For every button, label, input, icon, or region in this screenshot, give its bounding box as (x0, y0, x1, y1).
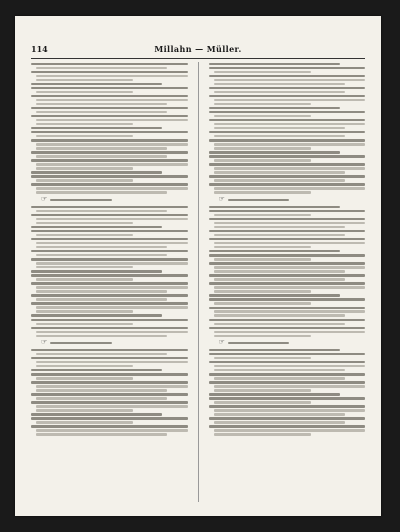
entry-text-placeholder (209, 230, 366, 232)
entry-text-placeholder (209, 107, 340, 109)
directory-entry (31, 86, 188, 94)
entry-text-placeholder (214, 323, 345, 325)
directory-entry (31, 130, 188, 138)
directory-entry (31, 417, 188, 425)
entry-text-placeholder (214, 246, 311, 248)
directory-entry (209, 74, 366, 86)
header-rule (31, 58, 365, 59)
directory-entry (209, 130, 366, 138)
entry-text-placeholder (209, 282, 366, 284)
directory-entry (31, 294, 188, 302)
entry-text-placeholder (36, 266, 133, 268)
section-marker (31, 338, 188, 348)
entry-text-placeholder (31, 87, 188, 89)
directory-entry (31, 314, 188, 318)
entry-text-placeholder (31, 238, 188, 240)
entry-text-placeholder (36, 331, 188, 333)
entry-text-placeholder (209, 425, 366, 427)
entry-text-placeholder (31, 274, 188, 276)
entry-text-placeholder (31, 151, 188, 153)
directory-entry (209, 217, 366, 229)
entry-text-placeholder (36, 262, 188, 264)
directory-entry (31, 413, 188, 417)
entry-text-placeholder (36, 377, 133, 379)
directory-entry (31, 106, 188, 114)
directory-entry (209, 118, 366, 130)
entry-text-placeholder (31, 302, 188, 304)
directory-entry (209, 155, 366, 163)
entry-text-placeholder (36, 278, 133, 280)
directory-entry (209, 393, 366, 397)
section-marker (209, 195, 366, 205)
entry-text-placeholder (209, 298, 366, 300)
entry-text-placeholder (36, 286, 188, 288)
entry-text-placeholder (36, 246, 167, 248)
directory-entry (209, 282, 366, 294)
directory-entry (209, 262, 366, 274)
entry-text-placeholder (214, 369, 345, 371)
section-marker-text-placeholder (228, 342, 290, 344)
entry-text-placeholder (31, 107, 188, 109)
entry-text-placeholder (36, 365, 133, 367)
entry-text-placeholder (209, 397, 366, 399)
directory-entry (209, 205, 366, 209)
directory-entry (209, 86, 366, 94)
entry-text-placeholder (209, 349, 340, 351)
entry-text-placeholder (31, 183, 188, 185)
entry-text-placeholder (209, 183, 366, 185)
entry-text-placeholder (214, 123, 366, 125)
entry-text-placeholder (209, 206, 340, 208)
entry-text-placeholder (36, 75, 188, 77)
directory-entry (209, 294, 366, 298)
entry-text-placeholder (36, 335, 167, 337)
directory-entry (31, 151, 188, 159)
entry-text-placeholder (209, 381, 366, 383)
entry-text-placeholder (214, 191, 311, 193)
running-header (31, 44, 365, 56)
directory-entry (31, 249, 188, 257)
entry-text-placeholder (214, 179, 345, 181)
entry-text-placeholder (31, 327, 188, 329)
entry-text-placeholder (214, 290, 311, 292)
entry-text-placeholder (36, 290, 167, 292)
directory-entry (31, 425, 188, 437)
entry-text-placeholder (36, 222, 133, 224)
entry-text-placeholder (36, 242, 188, 244)
directory-entry (31, 62, 188, 70)
entry-text-placeholder (214, 79, 366, 81)
directory-entry (31, 126, 188, 130)
directory-entry (209, 425, 366, 437)
entry-text-placeholder (214, 214, 311, 216)
entry-text-placeholder (214, 310, 366, 312)
directory-entry (31, 302, 188, 314)
entry-text-placeholder (36, 167, 133, 169)
entry-text-placeholder (209, 254, 366, 256)
column-divider (198, 62, 199, 502)
directory-entry (31, 393, 188, 401)
directory-column-left (31, 62, 188, 502)
entry-text-placeholder (36, 191, 167, 193)
directory-entry (31, 326, 188, 338)
directory-entry (209, 274, 366, 282)
directory-entry (209, 352, 366, 360)
entry-text-placeholder (36, 310, 133, 312)
entry-text-placeholder (214, 385, 366, 387)
entry-text-placeholder (36, 385, 188, 387)
entry-text-placeholder (31, 230, 188, 232)
entry-text-placeholder (214, 409, 366, 411)
directory-entry (31, 213, 188, 225)
entry-text-placeholder (214, 302, 311, 304)
entry-text-placeholder (209, 139, 366, 141)
entry-text-placeholder (214, 314, 345, 316)
entry-text-placeholder (31, 425, 188, 427)
directory-entry (31, 237, 188, 249)
entry-text-placeholder (209, 163, 366, 165)
entry-text-placeholder (214, 91, 345, 93)
entry-text-placeholder (214, 413, 345, 415)
entry-text-placeholder (209, 75, 366, 77)
directory-entry (209, 306, 366, 318)
entry-text-placeholder (36, 234, 133, 236)
entry-text-placeholder (31, 393, 188, 395)
entry-text-placeholder (214, 103, 311, 105)
pointing-hand-icon: ☞ (218, 338, 225, 347)
entry-text-placeholder (214, 365, 366, 367)
entry-text-placeholder (214, 115, 311, 117)
entry-text-placeholder (36, 429, 188, 431)
directory-entry (209, 405, 366, 417)
document-page (15, 16, 381, 516)
entry-text-placeholder (31, 319, 188, 321)
directory-entry (209, 348, 366, 352)
entry-text-placeholder (31, 417, 188, 419)
section-marker-text-placeholder (50, 199, 112, 201)
entry-text-placeholder (31, 139, 188, 141)
pointing-hand-icon: ☞ (41, 195, 48, 204)
entry-text-placeholder (36, 405, 188, 407)
entry-text-placeholder (209, 319, 366, 321)
directory-entry (31, 318, 188, 326)
directory-entry (209, 139, 366, 151)
entry-text-placeholder (209, 210, 366, 212)
entry-text-placeholder (209, 393, 340, 395)
entry-text-placeholder (31, 63, 188, 65)
directory-entry (209, 66, 366, 74)
page-title: Millahn — Müller. (154, 44, 242, 54)
entry-text-placeholder (31, 131, 188, 133)
entry-text-placeholder (31, 71, 188, 73)
entry-text-placeholder (209, 262, 366, 264)
entry-text-placeholder (209, 95, 366, 97)
entry-text-placeholder (31, 171, 162, 173)
entry-text-placeholder (214, 187, 366, 189)
entry-text-placeholder (31, 401, 188, 403)
entry-text-placeholder (214, 127, 345, 129)
directory-entry (31, 114, 188, 126)
entry-text-placeholder (36, 143, 188, 145)
directory-entry (209, 229, 366, 237)
entry-text-placeholder (209, 361, 366, 363)
directory-entry (31, 274, 188, 282)
entry-text-placeholder (209, 111, 366, 113)
directory-entry (31, 183, 188, 195)
entry-text-placeholder (214, 99, 366, 101)
entry-text-placeholder (31, 369, 162, 371)
entry-text-placeholder (214, 135, 345, 137)
entry-text-placeholder (214, 234, 345, 236)
entry-text-placeholder (209, 63, 340, 65)
entry-text-placeholder (36, 421, 133, 423)
entry-text-placeholder (31, 381, 188, 383)
entry-text-placeholder (209, 155, 366, 157)
directory-entry (31, 171, 188, 175)
entry-text-placeholder (214, 242, 366, 244)
entry-text-placeholder (209, 175, 366, 177)
entry-text-placeholder (31, 226, 162, 228)
entry-text-placeholder (31, 413, 162, 415)
entry-text-placeholder (209, 67, 366, 69)
directory-entry (209, 62, 366, 66)
entry-text-placeholder (209, 327, 366, 329)
directory-entry (31, 401, 188, 413)
entry-text-placeholder (214, 429, 366, 431)
directory-entry (209, 249, 366, 253)
entry-text-placeholder (36, 155, 167, 157)
directory-entry (209, 209, 366, 217)
entry-text-placeholder (31, 127, 162, 129)
entry-text-placeholder (214, 433, 311, 435)
directory-entry (209, 381, 366, 393)
entry-text-placeholder (36, 79, 133, 81)
entry-text-placeholder (31, 214, 188, 216)
entry-text-placeholder (36, 103, 167, 105)
directory-entry (31, 229, 188, 237)
entry-text-placeholder (31, 175, 188, 177)
entry-text-placeholder (214, 331, 366, 333)
directory-entry (31, 258, 188, 270)
entry-text-placeholder (31, 258, 188, 260)
entry-text-placeholder (214, 286, 366, 288)
entry-text-placeholder (209, 87, 366, 89)
entry-text-placeholder (209, 294, 340, 296)
entry-text-placeholder (36, 99, 188, 101)
entry-text-placeholder (214, 335, 311, 337)
directory-entry (31, 368, 188, 372)
entry-text-placeholder (36, 135, 133, 137)
directory-entry (209, 163, 366, 175)
directory-entry (31, 381, 188, 393)
directory-entry (31, 348, 188, 356)
entry-text-placeholder (36, 179, 133, 181)
entry-text-placeholder (36, 163, 188, 165)
directory-entry (31, 82, 188, 86)
entry-text-placeholder (31, 159, 188, 161)
entry-text-placeholder (36, 111, 167, 113)
entry-text-placeholder (214, 377, 345, 379)
directory-entry (31, 139, 188, 151)
entry-text-placeholder (214, 71, 311, 73)
entry-text-placeholder (36, 123, 133, 125)
entry-text-placeholder (214, 278, 345, 280)
directory-entry (209, 318, 366, 326)
entry-text-placeholder (36, 389, 167, 391)
entry-text-placeholder (214, 401, 311, 403)
directory-entry (209, 175, 366, 183)
entry-text-placeholder (214, 226, 345, 228)
directory-entry (209, 183, 366, 195)
entry-text-placeholder (36, 323, 133, 325)
entry-text-placeholder (214, 83, 345, 85)
entry-text-placeholder (214, 171, 345, 173)
entry-text-placeholder (214, 167, 366, 169)
entry-text-placeholder (209, 405, 366, 407)
entry-text-placeholder (214, 159, 311, 161)
entry-text-placeholder (36, 218, 188, 220)
entry-text-placeholder (214, 147, 311, 149)
section-marker-text-placeholder (50, 342, 112, 344)
entry-text-placeholder (36, 433, 167, 435)
entry-text-placeholder (31, 349, 188, 351)
entry-text-placeholder (36, 306, 188, 308)
entry-text-placeholder (214, 421, 345, 423)
pointing-hand-icon: ☞ (41, 338, 48, 347)
entry-text-placeholder (36, 353, 167, 355)
section-marker (209, 338, 366, 348)
entry-text-placeholder (36, 187, 188, 189)
pointing-hand-icon: ☞ (218, 195, 225, 204)
entry-text-placeholder (209, 131, 366, 133)
entry-text-placeholder (214, 266, 366, 268)
directory-entry (31, 356, 188, 368)
page-number: 114 (31, 44, 48, 54)
entry-text-placeholder (214, 357, 311, 359)
entry-text-placeholder (31, 95, 188, 97)
directory-entry (209, 417, 366, 425)
entry-text-placeholder (209, 373, 366, 375)
entry-text-placeholder (36, 67, 167, 69)
directory-entry (31, 282, 188, 294)
section-marker (31, 195, 188, 205)
entry-text-placeholder (36, 210, 167, 212)
entry-text-placeholder (36, 254, 167, 256)
directory-entry (209, 373, 366, 381)
entry-text-placeholder (31, 115, 188, 117)
entry-text-placeholder (31, 373, 188, 375)
directory-entry (31, 70, 188, 82)
directory-entry (31, 373, 188, 381)
entry-text-placeholder (31, 314, 162, 316)
directory-entry (31, 94, 188, 106)
directory-entry (209, 397, 366, 405)
directory-entry (31, 159, 188, 171)
directory-entry (31, 270, 188, 274)
directory-entry (209, 237, 366, 249)
entry-text-placeholder (214, 258, 311, 260)
directory-entry (209, 298, 366, 306)
entry-text-placeholder (209, 218, 366, 220)
directory-entry (31, 225, 188, 229)
directory-entry (209, 110, 366, 118)
entry-text-placeholder (214, 389, 311, 391)
entry-text-placeholder (31, 83, 162, 85)
entry-text-placeholder (31, 282, 188, 284)
entry-text-placeholder (209, 307, 366, 309)
entry-text-placeholder (214, 270, 345, 272)
section-marker-text-placeholder (228, 199, 290, 201)
entry-text-placeholder (36, 147, 167, 149)
directory-entry (31, 205, 188, 213)
directory-entry (209, 360, 366, 372)
directory-entry (209, 326, 366, 338)
entry-text-placeholder (31, 357, 188, 359)
entry-text-placeholder (209, 238, 366, 240)
directory-entry (209, 94, 366, 106)
entry-text-placeholder (214, 222, 366, 224)
entry-text-placeholder (209, 274, 366, 276)
entry-text-placeholder (209, 151, 340, 153)
entry-text-placeholder (36, 91, 133, 93)
entry-text-placeholder (31, 250, 188, 252)
directory-entry (209, 106, 366, 110)
entry-text-placeholder (36, 397, 167, 399)
directory-entry (209, 254, 366, 262)
entry-text-placeholder (36, 361, 188, 363)
entry-text-placeholder (31, 294, 188, 296)
directory-columns (31, 62, 365, 502)
entry-text-placeholder (214, 143, 366, 145)
directory-entry (209, 151, 366, 155)
directory-entry (31, 175, 188, 183)
entry-text-placeholder (36, 298, 167, 300)
entry-text-placeholder (31, 270, 162, 272)
entry-text-placeholder (209, 353, 366, 355)
entry-text-placeholder (209, 250, 340, 252)
entry-text-placeholder (209, 417, 366, 419)
entry-text-placeholder (36, 119, 188, 121)
directory-column-right (209, 62, 366, 502)
entry-text-placeholder (209, 119, 366, 121)
entry-text-placeholder (36, 409, 133, 411)
entry-text-placeholder (31, 206, 188, 208)
